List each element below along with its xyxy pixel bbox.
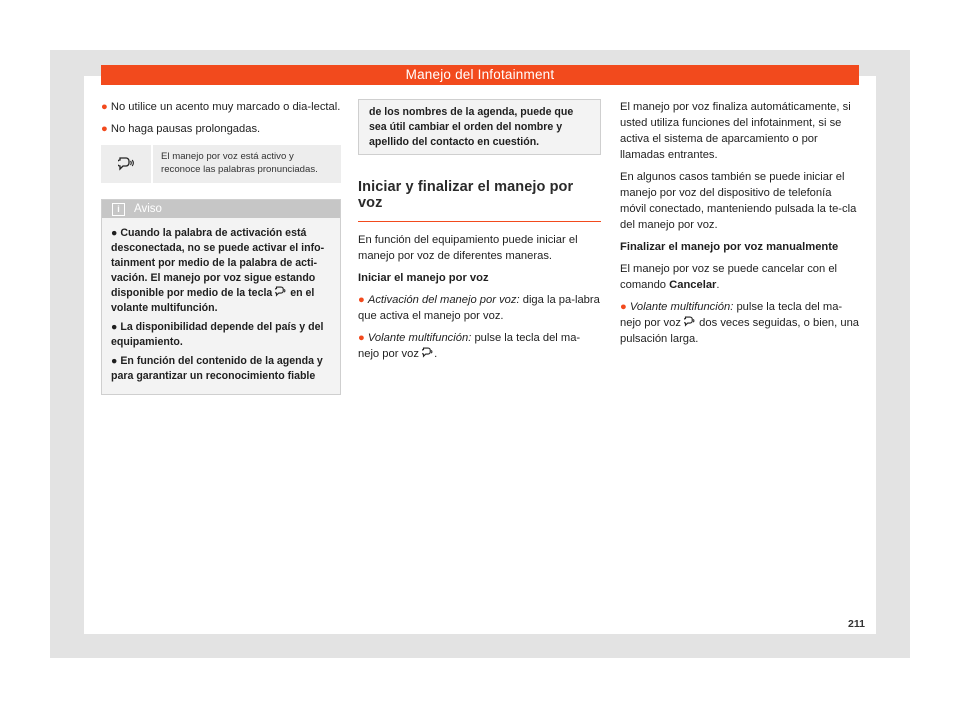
bullet-icon: ● bbox=[620, 301, 627, 313]
list-item: ● La disponibilidad depende del país y del equipamiento. bbox=[111, 321, 324, 348]
paragraph: En algunos casos también se puede iniciar el manejo por voz del dispositivo de telefonía móvil conectado, manteniendo pulsada la te-cla del manejo por voz. bbox=[620, 171, 857, 231]
voice-status-box bbox=[101, 145, 341, 183]
bullet-icon: ● bbox=[358, 294, 365, 306]
list-item: ● Volante multifunción: pulse la tecla del ma-nejo por voz . bbox=[358, 332, 581, 360]
notice-body bbox=[102, 218, 340, 394]
column-3 bbox=[620, 99, 860, 353]
voice-key-icon bbox=[275, 286, 287, 297]
section-title: Iniciar y finalizar el manejo por voz bbox=[358, 179, 601, 222]
notice-header bbox=[102, 200, 340, 218]
intro-text: En función del equipamiento puede iniciar el manejo por voz de diferentes maneras. bbox=[358, 234, 578, 262]
page-number: 211 bbox=[848, 618, 865, 630]
info-icon: i bbox=[112, 203, 125, 216]
column-2 bbox=[358, 99, 601, 368]
paragraph: El manejo por voz finaliza automáticamente, si usted utiliza funciones del infotainment, si se activa el sistema de aparcamiento o por llamadas entrantes. bbox=[620, 101, 851, 161]
voice-status-text: El manejo por voz está activo y reconoce las palabras pronunciadas. bbox=[161, 151, 318, 175]
list-item: ● En función del contenido de la agenda y para garantizar un reconocimiento fiable bbox=[111, 355, 323, 382]
list-item: ● Volante multifunción: pulse la tecla del ma-nejo por voz dos veces seguidas, o bien, una pulsación larga. bbox=[620, 301, 860, 345]
page-header: Manejo del Infotainment bbox=[101, 65, 859, 85]
voice-key-icon bbox=[684, 316, 696, 327]
column-1 bbox=[101, 99, 341, 395]
bullet-icon: ● bbox=[358, 332, 365, 344]
notice-continued: de los nombres de la agenda, puede que sea útil cambiar el orden del nombre y apellido del contacto en cuestión. bbox=[358, 99, 601, 155]
voice-icon bbox=[101, 145, 151, 183]
notice-title: Aviso bbox=[134, 203, 162, 215]
notice-box bbox=[101, 199, 341, 395]
list-item: ● Cuando la palabra de activación está desconectada, no se puede activar el info-tainment por medio de la palabra de acti-vación. El manejo por voz sigue estando disponible por medio de la tecla en el volante multifunción. bbox=[111, 227, 325, 314]
list-item: ● No utilice un acento muy marcado o dia-lectal. bbox=[101, 101, 341, 113]
list-item: ● Activación del manejo por voz: diga la pa-labra que activa el manejo por voz. bbox=[358, 294, 600, 322]
voice-key-icon bbox=[422, 347, 434, 358]
subheading: Iniciar el manejo por voz bbox=[358, 272, 489, 284]
divider bbox=[151, 145, 153, 183]
list-item: ● No haga pausas prolongadas. bbox=[101, 123, 261, 135]
subheading: Finalizar el manejo por voz manualmente bbox=[620, 241, 839, 253]
bullet-icon: ● bbox=[101, 123, 108, 135]
bullet-icon: ● bbox=[101, 101, 108, 113]
paragraph: El manejo por voz se puede cancelar con el comando Cancelar. bbox=[620, 263, 838, 291]
